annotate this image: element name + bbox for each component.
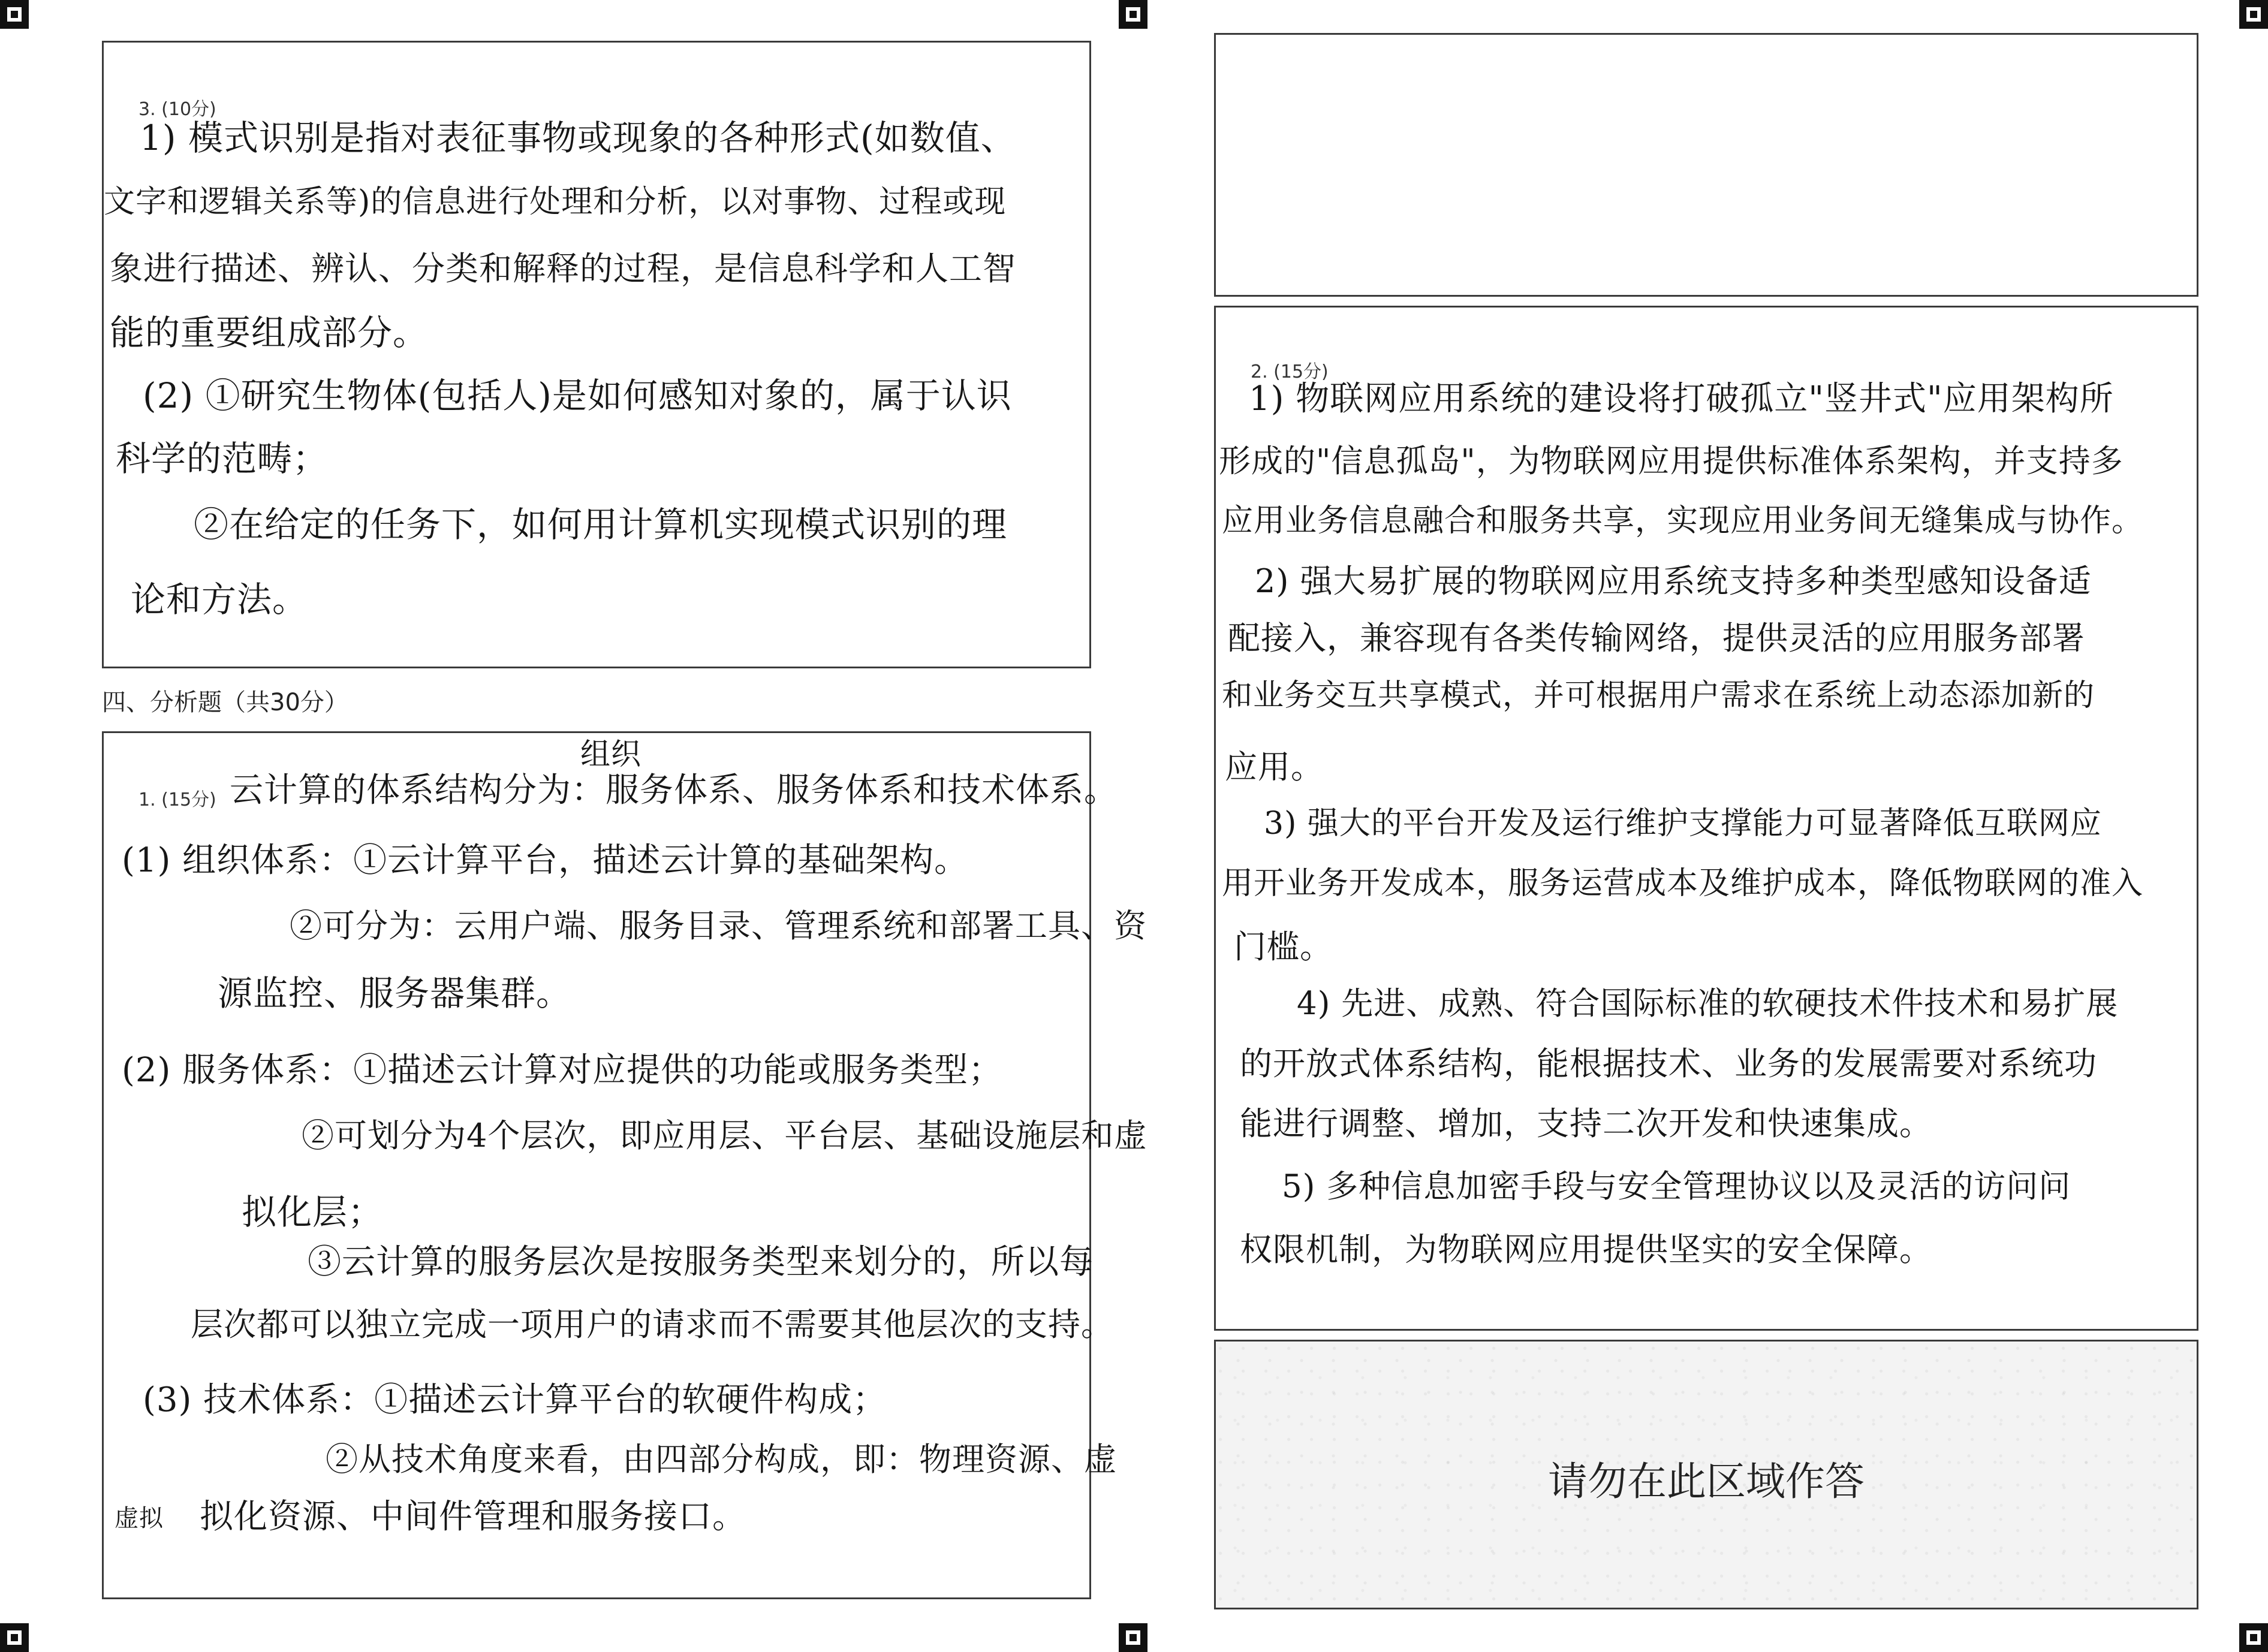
answer-box-q2	[1214, 306, 2198, 1331]
answer-line: 拟化层；	[242, 1192, 384, 1232]
answer-line: ③云计算的服务层次是按服务类型来划分的，所以每	[308, 1243, 1094, 1282]
answer-line: 论和方法。	[131, 579, 308, 620]
answer-line: 2) 强大易扩展的物联网应用系统支持多种类型感知设备适	[1255, 562, 2092, 600]
answer-line: (3) 技术体系：①描述云计算平台的软硬件构成；	[143, 1380, 887, 1419]
margin-note: 虚拟	[115, 1505, 164, 1532]
answer-line: 3) 强大的平台开发及运行维护支撑能力可显著降低互联网应	[1264, 806, 2102, 842]
answer-line: 拟化资源、中间件管理和服务接口。	[200, 1497, 746, 1536]
answer-line: 文字和逻辑关系等)的信息进行处理和分析，以对事物、过程或现	[104, 184, 1007, 220]
answer-line: ②可分为：云用户端、服务目录、管理系统和部署工具、资	[290, 907, 1147, 945]
answer-line: 的开放式体系结构，能根据技术、业务的发展需要对系统功	[1240, 1045, 2097, 1083]
answer-line: 层次都可以独立完成一项用户的请求而不需要其他层次的支持。	[191, 1306, 1114, 1343]
answer-box-blank	[1214, 33, 2198, 297]
answer-line: 源监控、服务器集群。	[218, 973, 572, 1014]
answer-line: 1) 物联网应用系统的建设将打破孤立"竖井式"应用架构所	[1249, 379, 2114, 418]
answer-box-q1	[102, 731, 1147, 1599]
no-answer-notice: 请勿在此区域作答	[1548, 1458, 1865, 1505]
answer-box-q3	[102, 41, 1091, 668]
answer-line: 4) 先进、成熟、符合国际标准的软硬技术件技术和易扩展	[1297, 985, 2119, 1022]
answer-line: 5) 多种信息加密手段与安全管理协议以及灵活的访问问	[1282, 1168, 2071, 1205]
answer-line: 用开业务开发成本，服务运营成本及维护成本，降低物联网的准入	[1222, 866, 2144, 902]
answer-line: 能的重要组成部分。	[110, 312, 429, 353]
answer-line: (2) 服务体系：①描述云计算对应提供的功能或服务类型；	[122, 1051, 1003, 1090]
answer-line: ②从技术角度来看，由四部分构成，即：物理资源、虚	[326, 1440, 1117, 1478]
answer-line: 权限机制，为物联网应用提供坚实的安全保障。	[1240, 1231, 1932, 1268]
registration-marker-top-center	[1119, 0, 1147, 29]
answer-line: 1) 模式识别是指对表征事物或现象的各种形式(如数值、	[140, 117, 1016, 158]
inserted-word: 组织	[580, 737, 641, 771]
section-title: 四、分析题（共30分）	[102, 689, 348, 716]
registration-marker-top-right	[2239, 0, 2268, 29]
answer-line: 配接入，兼容现有各类传输网络，提供灵活的应用服务部署	[1228, 619, 2085, 657]
answer-line: 能进行调整、增加，支持二次开发和快速集成。	[1240, 1105, 1932, 1142]
registration-marker-top-left	[0, 0, 29, 29]
answer-line: (1) 组织体系：①云计算平台，描述云计算的基础架构。	[122, 841, 969, 880]
answer-line: 应用。	[1225, 748, 1324, 786]
registration-marker-bottom-right	[2239, 1623, 2268, 1652]
answer-line: 形成的"信息孤岛"，为物联网应用提供标准体系架构，并支持多	[1219, 443, 2124, 480]
answer-line: 云计算的体系结构分为：服务体系、服务体系和技术体系。	[230, 771, 1118, 810]
answer-line: 应用业务信息融合和服务共享，实现应用业务间无缝集成与协作。	[1222, 503, 2144, 539]
question-label: 3. (10分)	[138, 99, 216, 120]
question-label: 2. (15分)	[1251, 361, 1329, 382]
answer-line: 象进行描述、辨认、分类和解释的过程，是信息科学和人工智	[110, 249, 1017, 288]
answer-line: 和业务交互共享模式，并可根据用户需求在系统上动态添加新的	[1222, 678, 2095, 713]
answer-line: ②在给定的任务下，如何用计算机实现模式识别的理	[194, 504, 1008, 545]
answer-line: ②可划分为4个层次，即应用层、平台层、基础设施层和虚	[302, 1117, 1147, 1154]
question-label: 1. (15分)	[138, 789, 216, 810]
answer-line: 科学的范畴；	[116, 438, 329, 479]
registration-marker-bottom-center	[1119, 1623, 1147, 1652]
registration-marker-bottom-left	[0, 1623, 29, 1652]
answer-line: (2) ①研究生物体(包括人)是如何感知对象的，属于认识	[143, 375, 1012, 416]
no-answer-region	[1214, 1340, 2198, 1609]
answer-line: 门槛。	[1234, 928, 1333, 966]
